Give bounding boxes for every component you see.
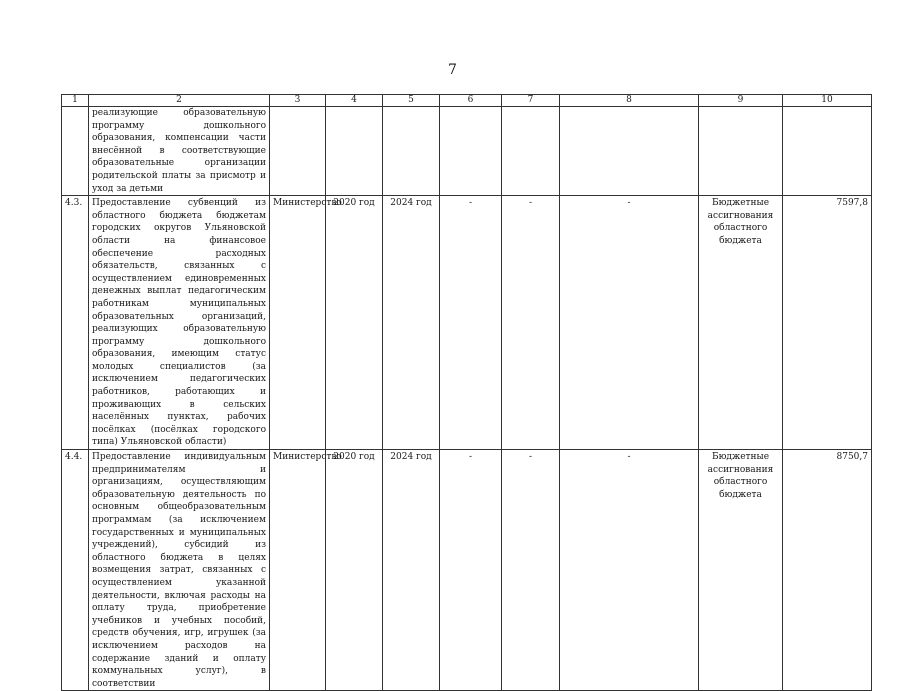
row-description: Предоставление индивидуальным предпринимателям и организациям, осуществляющим образовательную деятельность по основным общеобразовательным программам (за исключением государственных и муниципальных учреждений), субсидий из областного бюджета в целях возмещения затрат, связанных с осуществлением указанной деятельности, включая расходы на оплату труда, приобретение учебников и учебных пособий, средств обучения, игр, игрушек (за исключением расходов на содержание зданий и оплату коммунальных услуг), в соответствии bbox=[89, 450, 270, 691]
row-col6 bbox=[440, 107, 502, 196]
row-start-year bbox=[326, 107, 383, 196]
program-table bbox=[61, 94, 872, 691]
row-amount bbox=[783, 107, 872, 196]
row-executor bbox=[270, 107, 326, 196]
row-col7: - bbox=[502, 450, 560, 691]
column-header: 10 bbox=[783, 95, 872, 107]
table-row bbox=[62, 196, 872, 450]
row-funding-source: Бюджетные ассигнования областного бюджета bbox=[699, 196, 783, 450]
row-amount: 8750,7 bbox=[783, 450, 872, 691]
column-header: 8 bbox=[560, 95, 699, 107]
row-amount: 7597,8 bbox=[783, 196, 872, 450]
row-start-year: 2020 год bbox=[326, 196, 383, 450]
column-header: 9 bbox=[699, 95, 783, 107]
row-col8: - bbox=[560, 196, 699, 450]
row-start-year: 2020 год bbox=[326, 450, 383, 691]
row-col7 bbox=[502, 107, 560, 196]
column-header: 5 bbox=[383, 95, 440, 107]
row-col8 bbox=[560, 107, 699, 196]
row-col6: - bbox=[440, 450, 502, 691]
row-executor: Министерство bbox=[270, 196, 326, 450]
column-header: 6 bbox=[440, 95, 502, 107]
row-col8: - bbox=[560, 450, 699, 691]
row-description: реализующие образовательную программу дошкольного образования, компенсации части внесённой в соответствующие образовательные организации родительской платы за присмотр и уход за детьми bbox=[89, 107, 270, 196]
column-header: 1 bbox=[62, 95, 89, 107]
row-executor: Министерство bbox=[270, 450, 326, 691]
row-funding-source: Бюджетные ассигнования областного бюджета bbox=[699, 450, 783, 691]
row-number: 4.3. bbox=[62, 196, 89, 450]
row-funding-source bbox=[699, 107, 783, 196]
page-number: 7 bbox=[448, 62, 457, 78]
row-number: 4.4. bbox=[62, 450, 89, 691]
row-number bbox=[62, 107, 89, 196]
table-row bbox=[62, 450, 872, 691]
row-col6: - bbox=[440, 196, 502, 450]
column-header: 4 bbox=[326, 95, 383, 107]
column-header: 2 bbox=[89, 95, 270, 107]
row-end-year: 2024 год bbox=[383, 196, 440, 450]
row-description: Предоставление субвенций из областного бюджета бюджетам городских округов Ульяновской области на финансовое обеспечение расходных обязательств, связанных с осуществлением единовременных денежных выплат педагогическим работникам муниципальных образовательных организаций, реализующих образовательную программу дошкольного образования, имеющим статус молодых специалистов (за исключением педагогических работников, работающих и проживающих в сельских населённых пунктах, рабочих посёлках (посёлках городского типа) Ульяновской области) bbox=[89, 196, 270, 450]
row-end-year: 2024 год bbox=[383, 450, 440, 691]
column-header: 7 bbox=[502, 95, 560, 107]
row-end-year bbox=[383, 107, 440, 196]
table-header-row bbox=[62, 95, 872, 107]
column-header: 3 bbox=[270, 95, 326, 107]
table-row bbox=[62, 107, 872, 196]
row-col7: - bbox=[502, 196, 560, 450]
